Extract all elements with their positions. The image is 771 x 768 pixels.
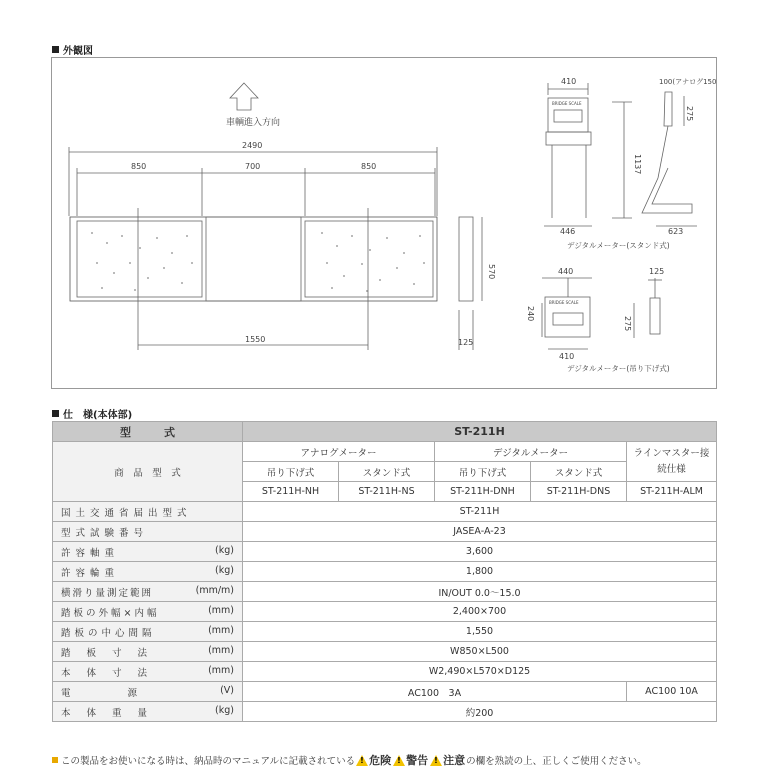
spec-row-label: 本体寸法 (mm) (53, 662, 243, 682)
warning-warning: ! 警告 (393, 752, 428, 768)
hanging-dim-side-height: 275 (623, 316, 632, 332)
model-dns: ST-211H-DNS (531, 482, 627, 502)
digital-meter-label: デジタルメーター (435, 442, 627, 462)
spec-row (53, 522, 717, 542)
footnote-prefix: この製品をお使いになる時は、納品時のマニュアルに記載されている (61, 756, 356, 767)
dim-center: 700 (245, 162, 261, 171)
analog-meter-label: アナログメーター (243, 442, 435, 462)
model-header-value: ST-211H (243, 422, 717, 442)
spec-row-label: 型式試験番号 (53, 522, 243, 542)
spec-row-label: 国土交通省届出型式 (53, 502, 243, 522)
dim-total-width: 2490 (242, 141, 263, 150)
spec-row-value: JASEA-A-23 (243, 522, 717, 542)
danger-warning: ! 危険 (356, 752, 391, 768)
weight-label: 本体重量 (kg) (53, 702, 243, 722)
stand-dim-side-head: 275 (685, 106, 694, 122)
exterior-section-title: 外観図 (63, 46, 93, 57)
spec-row-value: IN/OUT 0.0～15.0 (243, 582, 717, 602)
caution-warning: ! 注意 (430, 752, 465, 768)
spec-row-value: ST-211H (243, 502, 717, 522)
stand-dim-side-base: 623 (668, 227, 684, 236)
power-label: 電 源 (V) (53, 682, 243, 702)
stand-dim-side-top: 100(アナログ150) (659, 78, 716, 86)
digital-stand-label: スタンド式 (531, 462, 627, 482)
spec-row (53, 542, 717, 562)
stand-dim-base-width: 446 (560, 227, 576, 236)
spec-header-row (53, 422, 717, 442)
warning-triangle-icon (356, 755, 368, 766)
spec-section-title: 仕 様(本体部) (63, 410, 133, 421)
spec-row-value: 1,550 (243, 622, 717, 642)
analog-stand-label: スタンド式 (339, 462, 435, 482)
spec-row (53, 622, 717, 642)
exterior-drawing (52, 58, 716, 388)
spec-row (53, 502, 717, 522)
direction-label: 車輌進入方向 (226, 118, 281, 128)
footnote-suffix: の欄を熟読の上、正しくご使用ください。 (466, 756, 647, 767)
heading-square-icon (52, 46, 59, 53)
dim-side-height: 570 (487, 264, 496, 280)
dim-pad-left: 850 (131, 162, 147, 171)
model-nh: ST-211H-NH (243, 482, 339, 502)
spec-row-label: 踏板の外幅×内幅 (mm) (53, 602, 243, 622)
spec-row-value: W2,490×L570×D125 (243, 662, 717, 682)
weight-row (53, 702, 717, 722)
spec-row-value: 3,600 (243, 542, 717, 562)
stand-device-label: BRIDGE SCALE (552, 101, 582, 106)
product-model-label: 商 品 型 式 (53, 442, 243, 502)
model-ns: ST-211H-NS (339, 482, 435, 502)
dim-pad-right: 850 (361, 162, 377, 171)
spec-row (53, 662, 717, 682)
spec-row-label: 踏板の中心間隔 (mm) (53, 622, 243, 642)
spec-section-heading (52, 406, 132, 421)
stand-dim-top-width: 410 (561, 77, 577, 86)
model-alm: ST-211H-ALM (627, 482, 717, 502)
exterior-section-heading (52, 42, 93, 57)
footnote-square-icon (52, 757, 58, 763)
spec-row (53, 582, 717, 602)
warning-triangle-icon (393, 755, 405, 766)
spec-row-label: 許容輪重 (kg) (53, 562, 243, 582)
hanging-dim-side-width: 125 (649, 267, 665, 276)
hanging-device-label: BRIDGE SCALE (549, 300, 579, 305)
stand-meter-caption: デジタルメーター(スタンド式) (567, 241, 670, 250)
model-dnh: ST-211H-DNH (435, 482, 531, 502)
power-row (53, 682, 717, 702)
hanging-dim-bottom-width: 410 (559, 352, 575, 361)
line-master-label: ラインマスター接続仕様 (627, 442, 717, 482)
stand-dim-height: 1137 (633, 154, 642, 175)
spec-row-label: 許容軸重 (kg) (53, 542, 243, 562)
spec-row-value: 2,400×700 (243, 602, 717, 622)
spec-row-label: 踏板寸法 (mm) (53, 642, 243, 662)
power-value-alm: AC100 10A (627, 682, 717, 702)
hanging-dim-top-width: 440 (558, 267, 574, 276)
warning-triangle-icon (430, 755, 442, 766)
spec-row (53, 602, 717, 622)
weight-value: 約200 (243, 702, 717, 722)
spec-row-value: 1,800 (243, 562, 717, 582)
spec-row-label: 横滑り量測定範囲 (mm/m) (53, 582, 243, 602)
analog-hanging-label: 吊り下げ式 (243, 462, 339, 482)
spec-row (53, 642, 717, 662)
footnote (52, 752, 647, 768)
dim-center-distance: 1550 (245, 335, 266, 344)
hanging-meter-caption: デジタルメーター(吊り下げ式) (567, 364, 670, 373)
meter-type-row (53, 442, 717, 462)
spec-row-value: W850×L500 (243, 642, 717, 662)
exterior-drawing-frame (51, 57, 717, 389)
spec-table (52, 421, 717, 722)
heading-square-icon (52, 410, 59, 417)
direction-arrow-icon (230, 83, 258, 110)
spec-row (53, 562, 717, 582)
dim-side-depth: 125 (458, 338, 474, 347)
model-header-label: 型 式 (53, 422, 243, 442)
digital-hanging-label: 吊り下げ式 (435, 462, 531, 482)
power-value: AC100 3A (243, 682, 627, 702)
hanging-dim-height: 240 (526, 306, 535, 322)
